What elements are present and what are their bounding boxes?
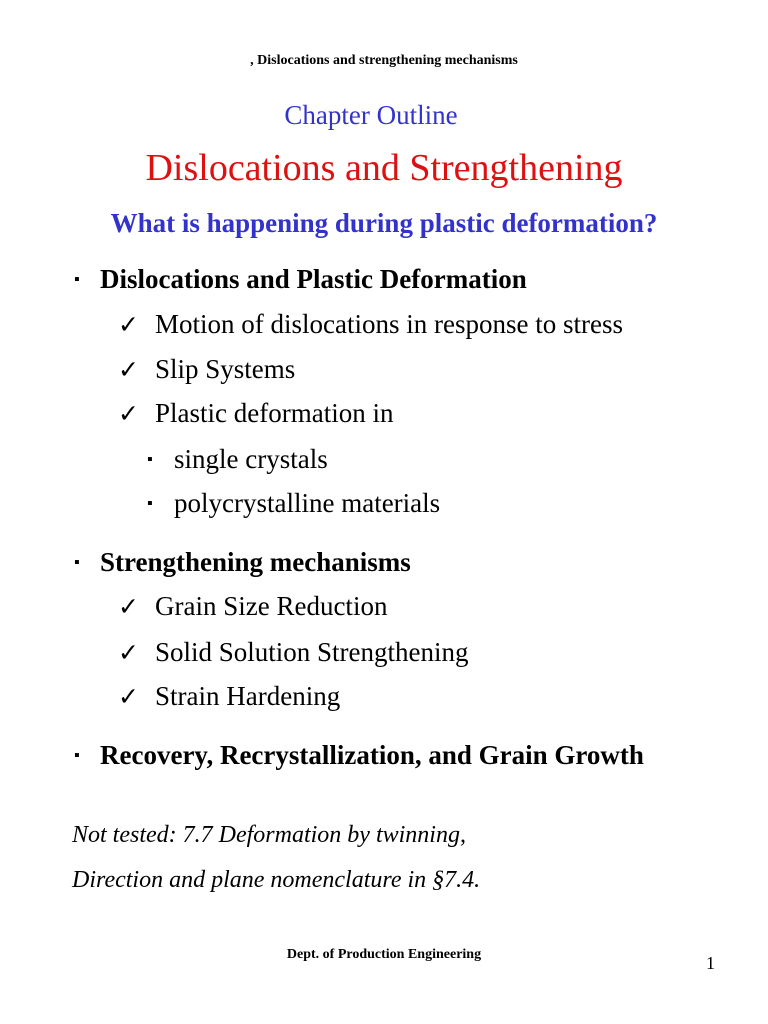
checkmark-icon: ✓ [118,357,139,384]
subtitle: What is happening during plastic deformation? [110,208,658,238]
square-bullet-icon: ▪ [147,495,153,512]
outline-item [118,398,393,429]
outline-item [118,637,469,668]
item-label: Strain Hardening [155,681,341,711]
item-label: Slip Systems [155,354,296,384]
outline-subitem [147,488,440,519]
section-label: Strengthening mechanisms [100,547,411,577]
item-label: Plastic deformation in [155,398,394,428]
checkmark-icon: ✓ [118,401,139,428]
subitem-label: polycrystalline materials [174,488,441,518]
outline-item [118,354,295,385]
square-bullet-icon: ▪ [74,747,80,764]
checkmark-icon: ✓ [118,594,139,621]
outline-section-recovery [74,740,644,771]
page-number: 1 [706,953,715,973]
chapter-label: Chapter Outline [284,100,458,130]
checkmark-icon: ✓ [118,312,139,339]
square-bullet-icon: ▪ [74,271,80,288]
main-title: Dislocations and Strengthening [145,147,623,189]
outline-item [118,309,623,340]
section-label: Dislocations and Plastic Deformation [100,264,527,294]
footer-department: Dept. of Production Engineering [286,947,482,962]
not-tested-note-line2: Direction and plane nomenclature in §7.4. [72,867,481,893]
checkmark-icon: ✓ [118,684,139,711]
outline-section-dislocations [74,264,527,295]
item-label: Motion of dislocations in response to stress [155,309,623,339]
checkmark-icon: ✓ [118,640,139,667]
outline-subitem [147,444,328,475]
square-bullet-icon: ▪ [74,554,80,571]
square-bullet-icon: ▪ [147,451,153,468]
outline-item [118,681,340,712]
section-label: Recovery, Recrystallization, and Grain Growth [100,740,644,770]
item-label: Grain Size Reduction [155,591,388,621]
outline-item [118,591,387,622]
running-header: , Dislocations and strengthening mechanisms [250,53,518,68]
subitem-label: single crystals [174,444,328,474]
item-label: Solid Solution Strengthening [155,637,469,667]
outline-section-strengthening [74,547,411,578]
not-tested-note-line1: Not tested: 7.7 Deformation by twinning, [72,822,466,848]
